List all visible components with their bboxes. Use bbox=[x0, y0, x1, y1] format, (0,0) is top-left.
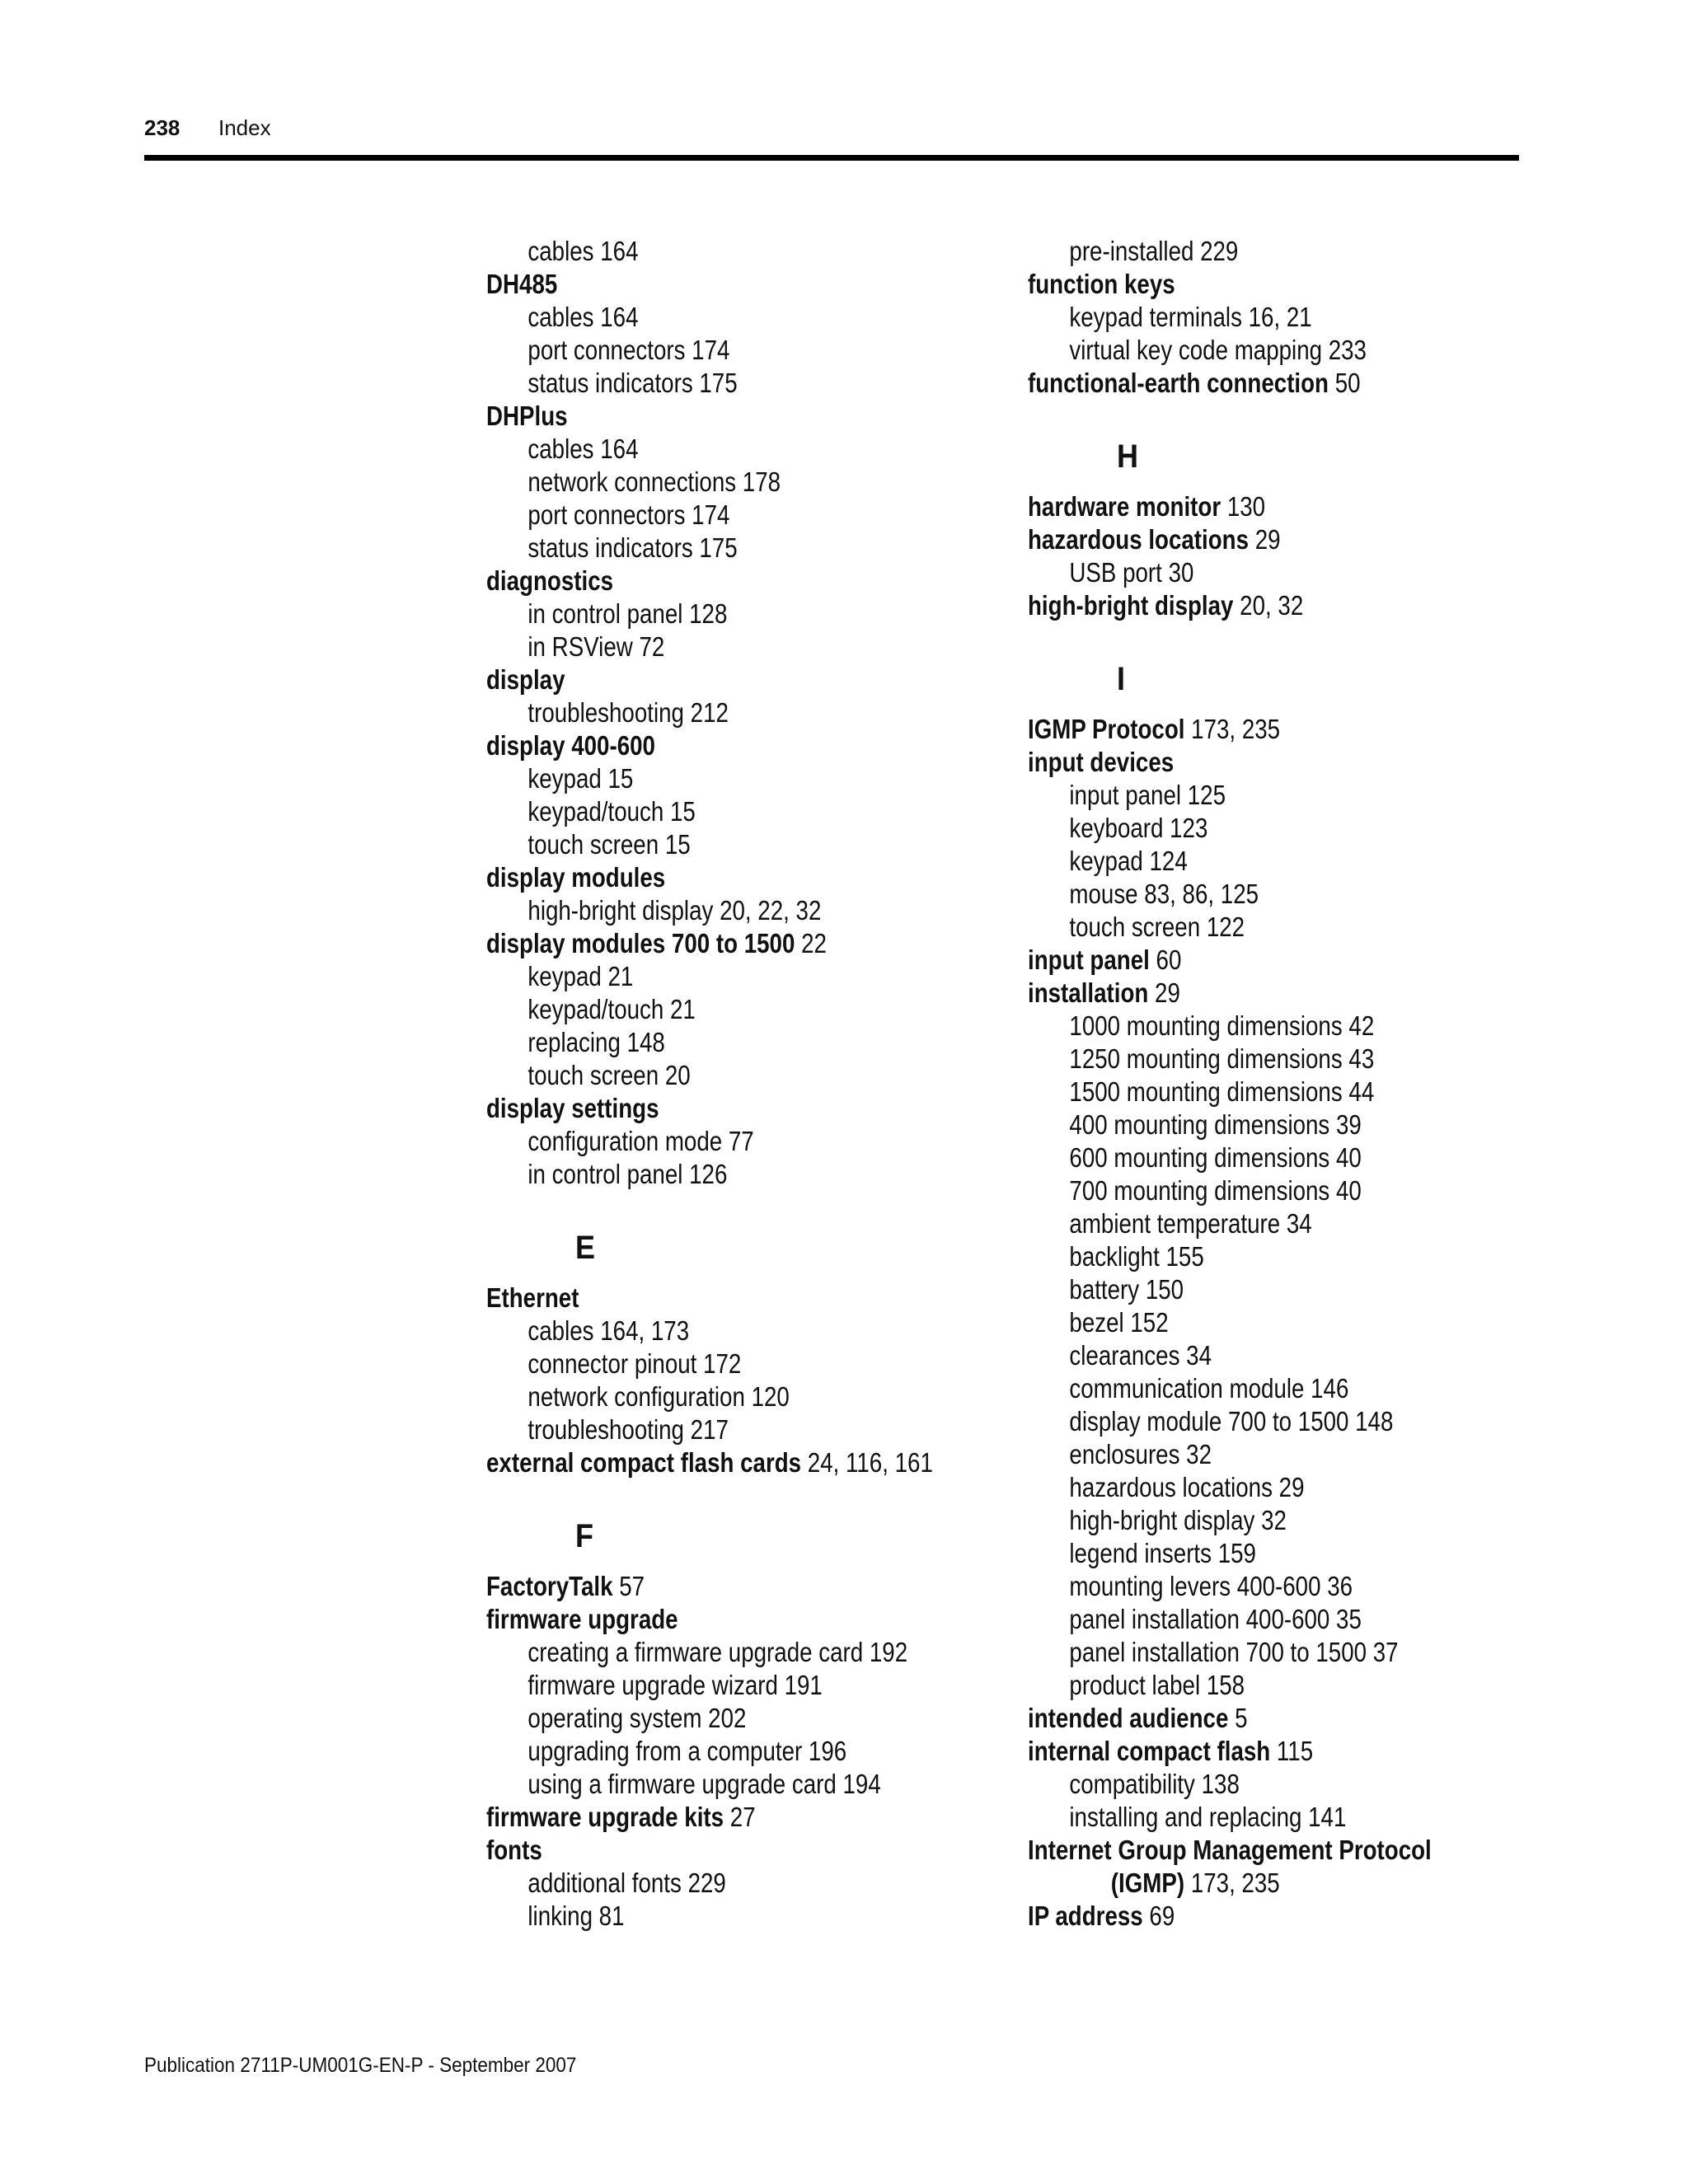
index-entry bbox=[486, 1834, 957, 1867]
index-term: IP address bbox=[1028, 1900, 1143, 1931]
index-term: hardware monitor bbox=[1028, 491, 1221, 522]
index-entry bbox=[486, 565, 957, 598]
index-term: internal compact flash bbox=[1028, 1736, 1271, 1766]
index-subentry: in RSView 72 bbox=[528, 631, 665, 662]
index-term: display modules 700 to 1500 bbox=[486, 928, 795, 958]
index-term: display bbox=[486, 664, 565, 695]
index-entry bbox=[486, 1570, 957, 1603]
index-entry bbox=[1028, 1834, 1498, 1867]
index-term: Ethernet bbox=[486, 1282, 579, 1313]
index-subentry: bezel 152 bbox=[1069, 1307, 1169, 1338]
index-subentry: keypad/touch 21 bbox=[528, 994, 696, 1024]
index-subentry: cables 164, 173 bbox=[528, 1315, 690, 1346]
index-term: DH485 bbox=[486, 269, 558, 299]
index-term: IGMP Protocol bbox=[1028, 714, 1185, 744]
index-term: firmware upgrade bbox=[486, 1604, 678, 1634]
index-entry bbox=[486, 927, 957, 960]
index-subentry: cables 164 bbox=[528, 236, 639, 266]
index-subentry: compatibility 138 bbox=[1069, 1769, 1240, 1799]
index-subentry: battery 150 bbox=[1069, 1274, 1184, 1305]
index-entry bbox=[486, 1282, 957, 1315]
index-pages: 57 bbox=[619, 1571, 645, 1601]
index-pages: 22 bbox=[801, 928, 827, 958]
index-subentry: cables 164 bbox=[528, 302, 639, 332]
index-subentry: hazardous locations 29 bbox=[1069, 1472, 1305, 1502]
index-pages: 20, 32 bbox=[1240, 590, 1304, 621]
index-subentry: port connectors 174 bbox=[528, 335, 730, 365]
index-term: fonts bbox=[486, 1835, 542, 1865]
index-entry bbox=[1028, 746, 1498, 779]
index-subentry: keypad 124 bbox=[1069, 846, 1188, 876]
index-subentry: keypad terminals 16, 21 bbox=[1069, 302, 1312, 332]
index-subentry: keypad/touch 15 bbox=[528, 796, 696, 827]
index-subentry: communication module 146 bbox=[1069, 1373, 1349, 1404]
index-subentry: display module 700 to 1500 148 bbox=[1069, 1406, 1394, 1436]
index-subentry: 600 mounting dimensions 40 bbox=[1069, 1142, 1362, 1173]
index-entry-continuation bbox=[1028, 1867, 1498, 1900]
index-entry bbox=[486, 1446, 957, 1479]
index-term: functional-earth connection bbox=[1028, 368, 1329, 398]
index-subentry: operating system 202 bbox=[528, 1703, 747, 1733]
index-subentry: 1000 mounting dimensions 42 bbox=[1069, 1010, 1375, 1041]
index-subentry: network configuration 120 bbox=[528, 1381, 790, 1412]
index-term: high-bright display bbox=[1028, 590, 1234, 621]
index-term: diagnostics bbox=[486, 565, 614, 596]
index-subentry: port connectors 174 bbox=[528, 499, 730, 530]
index-subentry: status indicators 175 bbox=[528, 532, 738, 563]
index-entry bbox=[1028, 1735, 1498, 1768]
page-number: 238 bbox=[144, 115, 181, 140]
index-subentry: USB port 30 bbox=[1069, 557, 1194, 588]
page-header bbox=[144, 115, 271, 141]
index-subentry: status indicators 175 bbox=[528, 368, 738, 398]
index-pages: 115 bbox=[1276, 1736, 1314, 1766]
index-pages: 29 bbox=[1254, 524, 1281, 555]
index-term: input devices bbox=[1028, 747, 1175, 777]
index-subentry: firmware upgrade wizard 191 bbox=[528, 1670, 823, 1700]
index-subentry: ambient temperature 34 bbox=[1069, 1208, 1312, 1239]
index-subentry: 400 mounting dimensions 39 bbox=[1069, 1109, 1362, 1140]
index-pages: 5 bbox=[1235, 1703, 1248, 1733]
index-subentry: touch screen 122 bbox=[1069, 912, 1245, 942]
index-subentry: legend inserts 159 bbox=[1069, 1538, 1256, 1568]
index-letter-heading: E bbox=[575, 1230, 596, 1266]
index-subentry: additional fonts 229 bbox=[528, 1868, 726, 1898]
index-term: Internet Group Management Protocol bbox=[1028, 1835, 1432, 1865]
index-subentry: upgrading from a computer 196 bbox=[528, 1736, 847, 1766]
index-subentry: in control panel 126 bbox=[528, 1159, 728, 1189]
index-pages: 173, 235 bbox=[1191, 714, 1281, 744]
index-entry bbox=[486, 1603, 957, 1636]
index-subentry: configuration mode 77 bbox=[528, 1126, 754, 1156]
index-subentry: creating a firmware upgrade card 192 bbox=[528, 1637, 908, 1667]
index-subentry: high-bright display 20, 22, 32 bbox=[528, 895, 822, 926]
index-term: input panel bbox=[1028, 944, 1150, 975]
index-entry bbox=[1028, 523, 1498, 556]
index-letter-heading: F bbox=[575, 1518, 593, 1554]
index-subentry: keyboard 123 bbox=[1069, 813, 1208, 843]
index-subentry: enclosures 32 bbox=[1069, 1439, 1212, 1469]
index-letter-heading: H bbox=[1117, 438, 1139, 475]
index-subentry: mounting levers 400-600 36 bbox=[1069, 1571, 1353, 1601]
index-term: display settings bbox=[486, 1093, 659, 1123]
index-pages: 130 bbox=[1226, 491, 1266, 522]
index-term: function keys bbox=[1028, 269, 1175, 299]
index-term: (IGMP) bbox=[1110, 1868, 1185, 1898]
index-entry bbox=[1028, 1900, 1498, 1933]
index-entry bbox=[486, 861, 957, 894]
index-subentry: network connections 178 bbox=[528, 466, 781, 497]
index-subentry: troubleshooting 217 bbox=[528, 1414, 729, 1445]
index-subentry: cables 164 bbox=[528, 434, 639, 464]
index-term: firmware upgrade kits bbox=[486, 1802, 724, 1832]
index-term: hazardous locations bbox=[1028, 524, 1250, 555]
index-entry bbox=[1028, 1702, 1498, 1735]
index-subentry: linking 81 bbox=[528, 1900, 625, 1931]
index-pages: 69 bbox=[1149, 1900, 1175, 1931]
index-subentry: replacing 148 bbox=[528, 1027, 665, 1057]
index-letter-heading: I bbox=[1117, 661, 1126, 697]
index-subentry: in control panel 128 bbox=[528, 598, 728, 629]
index-entry bbox=[1028, 977, 1498, 1010]
index-entry bbox=[486, 1092, 957, 1125]
index-pages: 173, 235 bbox=[1190, 1868, 1280, 1898]
index-term: display modules bbox=[486, 862, 666, 893]
index-subentry: keypad 21 bbox=[528, 961, 634, 991]
index-column-left bbox=[486, 235, 1047, 1933]
index-entry bbox=[1028, 944, 1498, 977]
index-pages: 29 bbox=[1155, 977, 1180, 1008]
index-subentry: using a firmware upgrade card 194 bbox=[528, 1769, 881, 1799]
index-subentry: input panel 125 bbox=[1069, 780, 1226, 810]
index-entry bbox=[486, 1801, 957, 1834]
index-entry bbox=[1028, 367, 1498, 400]
index-term: DHPlus bbox=[486, 401, 568, 431]
index-subentry: touch screen 20 bbox=[528, 1060, 691, 1090]
index-subentry: pre-installed 229 bbox=[1069, 236, 1239, 266]
index-pages: 60 bbox=[1156, 944, 1182, 975]
index-entry bbox=[1028, 490, 1498, 523]
index-subentry: virtual key code mapping 233 bbox=[1069, 335, 1367, 365]
index-subentry: keypad 15 bbox=[528, 763, 634, 794]
index-pages: 50 bbox=[1334, 368, 1361, 398]
index-subentry: touch screen 15 bbox=[528, 829, 691, 860]
index-entry bbox=[486, 400, 957, 433]
index-subentry: connector pinout 172 bbox=[528, 1348, 742, 1379]
index-subentry: 1500 mounting dimensions 44 bbox=[1069, 1076, 1375, 1107]
index-subentry: panel installation 700 to 1500 37 bbox=[1069, 1637, 1399, 1667]
index-term: FactoryTalk bbox=[486, 1571, 613, 1601]
index-entry bbox=[1028, 713, 1498, 746]
index-entry bbox=[1028, 268, 1498, 301]
publication-footer: Publication 2711P-UM001G-EN-P - September 2007 bbox=[144, 2054, 577, 2077]
index-pages: 27 bbox=[729, 1802, 756, 1832]
index-entry bbox=[486, 729, 957, 762]
index-term: external compact flash cards bbox=[486, 1447, 802, 1478]
index-subentry: 700 mounting dimensions 40 bbox=[1069, 1175, 1362, 1206]
index-entry bbox=[486, 268, 957, 301]
header-rule bbox=[144, 155, 1519, 161]
index-term: installation bbox=[1028, 977, 1149, 1008]
index-subentry: troubleshooting 212 bbox=[528, 697, 729, 728]
index-term: intended audience bbox=[1028, 1703, 1229, 1733]
index-subentry: high-bright display 32 bbox=[1069, 1505, 1287, 1535]
index-subentry: mouse 83, 86, 125 bbox=[1069, 879, 1259, 909]
index-column-right bbox=[1028, 235, 1588, 1933]
index-subentry: clearances 34 bbox=[1069, 1340, 1212, 1371]
index-subentry: panel installation 400-600 35 bbox=[1069, 1604, 1362, 1634]
index-subentry: 1250 mounting dimensions 43 bbox=[1069, 1043, 1375, 1074]
section-title: Index bbox=[218, 115, 271, 140]
index-entry bbox=[486, 663, 957, 696]
index-subentry: backlight 155 bbox=[1069, 1241, 1204, 1272]
index-entry bbox=[1028, 589, 1498, 622]
index-term: display 400-600 bbox=[486, 730, 655, 761]
index-pages: 24, 116, 161 bbox=[807, 1447, 933, 1478]
index-subentry: installing and replacing 141 bbox=[1069, 1802, 1347, 1832]
index-subentry: product label 158 bbox=[1069, 1670, 1245, 1700]
